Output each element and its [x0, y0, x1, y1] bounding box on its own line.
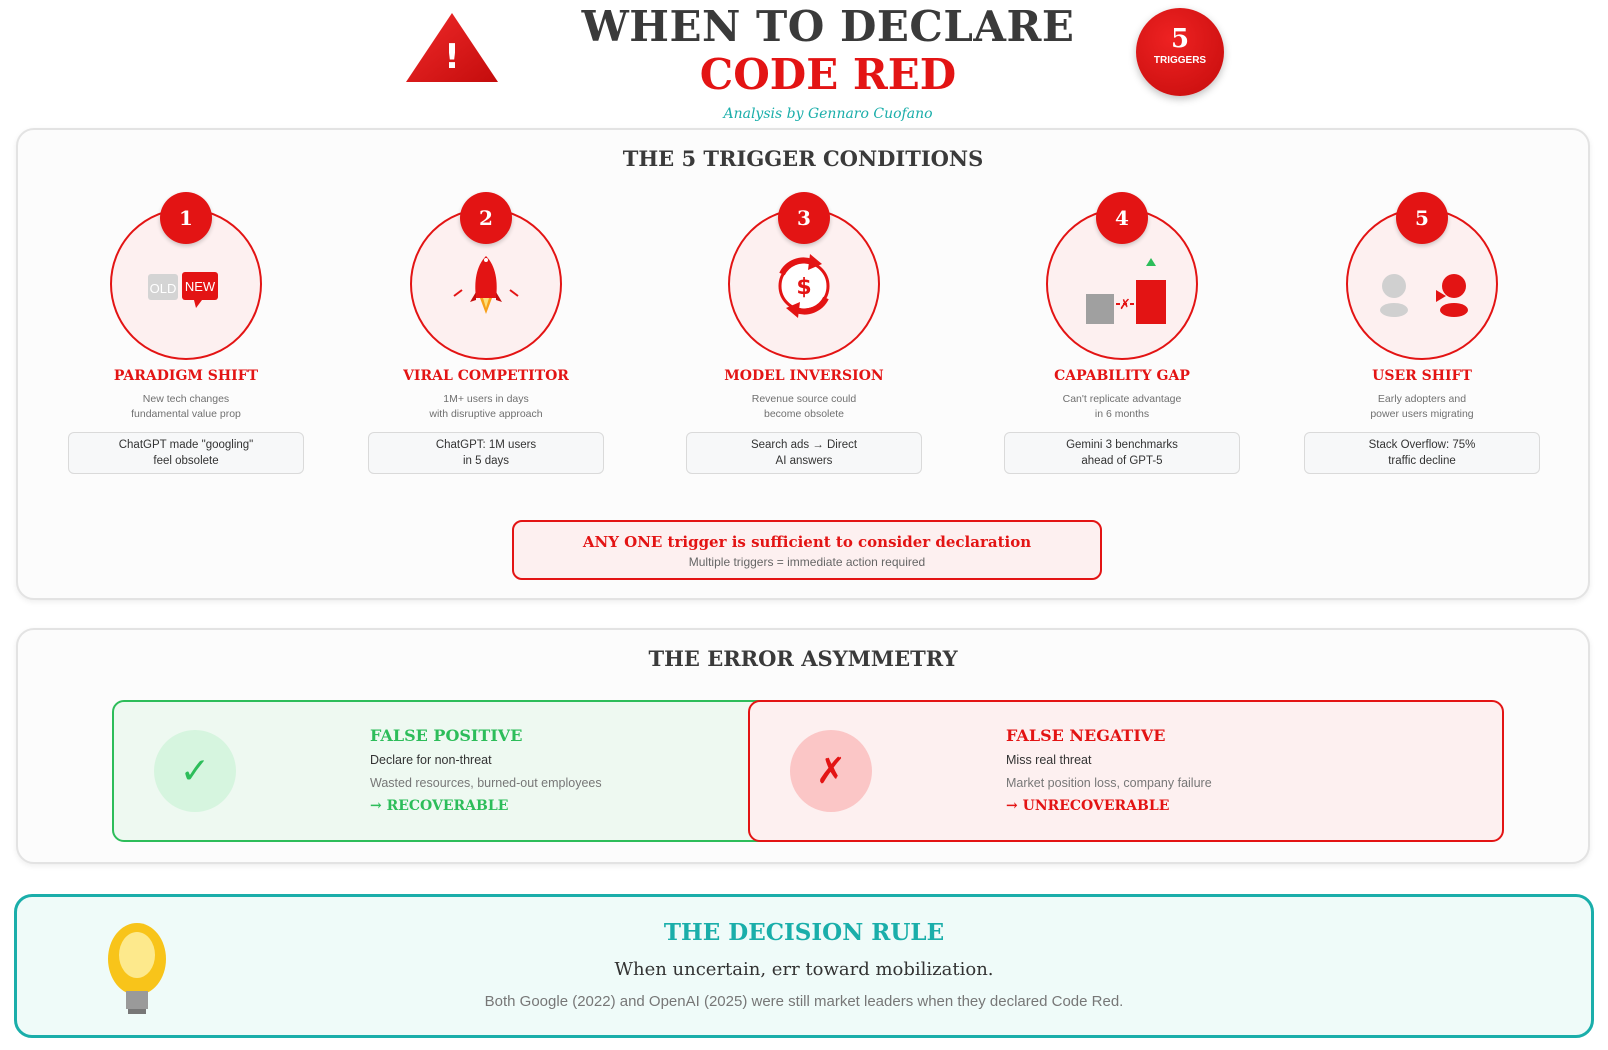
trigger-number: 3: [778, 192, 830, 244]
trigger-example-line1: Search ads → Direct: [750, 439, 858, 451]
false-negative-line1: Miss real threat: [1006, 753, 1092, 767]
any-trigger-callout-main: ANY ONE trigger is sufficient to consider declaration: [582, 533, 1032, 551]
icon-new-label: NEW: [184, 279, 216, 294]
false-positive-line1: Declare for non-threat: [370, 753, 492, 767]
trigger-desc-line1: Revenue source could: [751, 393, 857, 405]
trigger-desc-line2: in 6 months: [1094, 408, 1150, 420]
badge-label: TRIGGERS: [1153, 55, 1207, 66]
false-negative-line2: Market position loss, company failure: [1006, 776, 1212, 790]
trigger-example-line2: ahead of GPT-5: [1081, 455, 1163, 467]
svg-text:$: $: [796, 275, 812, 300]
trigger-example-line1: ChatGPT made "googling": [118, 439, 254, 451]
trigger-viral-competitor: [366, 192, 606, 482]
page-title-line2: CODE RED: [699, 50, 957, 99]
author-subtitle: Analysis by Gennaro Cuofano: [723, 106, 933, 122]
false-positive-verdict: → RECOVERABLE: [370, 798, 509, 814]
trigger-number: 2: [460, 192, 512, 244]
trigger-example: [686, 432, 922, 474]
triggers-count-badge: [1136, 8, 1224, 96]
cross-icon: ✗: [790, 730, 872, 812]
trigger-number: 1: [160, 192, 212, 244]
trigger-user-shift: [1302, 192, 1542, 482]
decision-rule-title: THE DECISION RULE: [663, 919, 945, 946]
trigger-description: [1002, 392, 1242, 422]
trigger-example-line2: AI answers: [775, 455, 833, 467]
trigger-desc-line1: 1M+ users in days: [443, 393, 529, 405]
false-positive-line2: Wasted resources, burned-out employees: [370, 776, 602, 790]
trigger-description: [66, 392, 306, 422]
false-negative-title: FALSE NEGATIVE: [1006, 726, 1166, 745]
false-negative-text: [1006, 726, 1446, 815]
trigger-paradigm-shift: [66, 192, 306, 482]
trigger-capability-gap: [1002, 192, 1242, 482]
false-positive-title: FALSE POSITIVE: [370, 726, 523, 745]
trigger-conditions-panel: [16, 128, 1590, 600]
false-negative-card: [748, 700, 1504, 842]
trigger-example-line2: feel obsolete: [153, 455, 219, 467]
trigger-example-line2: in 5 days: [462, 455, 510, 467]
trigger-description: [366, 392, 606, 422]
trigger-title: PARADIGM SHIFT: [113, 368, 259, 384]
trigger-number: 5: [1396, 192, 1448, 244]
page-title-line1: WHEN TO DECLARE: [581, 2, 1075, 51]
decision-rule-sub: Both Google (2022) and OpenAI (2025) were still market leaders when they declared Code Red.: [484, 993, 1124, 1010]
any-trigger-callout-sub: Multiple triggers = immediate action required: [688, 555, 926, 569]
trigger-example: [1004, 432, 1240, 474]
trigger-description: [1302, 392, 1542, 422]
false-positive-card: [112, 700, 852, 842]
trigger-desc-line1: Can't replicate advantage: [1062, 393, 1182, 405]
error-asymmetry-title: THE ERROR ASYMMETRY: [648, 646, 958, 671]
trigger-desc-line2: power users migrating: [1370, 408, 1474, 420]
trigger-title: VIRAL COMPETITOR: [403, 368, 569, 384]
false-negative-verdict: → UNRECOVERABLE: [1006, 798, 1170, 814]
svg-text:✗: ✗: [1119, 297, 1131, 313]
trigger-example: [1304, 432, 1540, 474]
badge-number: 5: [1170, 24, 1190, 54]
trigger-example: [368, 432, 604, 474]
trigger-model-inversion: [684, 192, 924, 482]
false-positive-text: [370, 726, 810, 815]
capability-gap-bars-icon: [1072, 252, 1172, 332]
old-new-speech-bubbles-icon: [136, 252, 236, 332]
trigger-conditions-title: THE 5 TRIGGER CONDITIONS: [622, 146, 984, 171]
svg-text:!: !: [444, 37, 460, 77]
decision-rule-panel: [14, 894, 1594, 1038]
any-trigger-callout: [512, 520, 1102, 580]
trigger-example-line1: Stack Overflow: 75%: [1368, 439, 1476, 451]
error-asymmetry-panel: [16, 628, 1590, 864]
trigger-description: [684, 392, 924, 422]
trigger-example-line2: traffic decline: [1388, 455, 1456, 467]
check-icon: ✓: [154, 730, 236, 812]
dollar-cycle-icon: [754, 252, 854, 332]
trigger-desc-line1: New tech changes: [142, 393, 230, 405]
trigger-desc-line2: become obsolete: [764, 408, 844, 420]
trigger-example: [68, 432, 304, 474]
trigger-title: MODEL INVERSION: [724, 368, 884, 384]
decision-rule-main: When uncertain, err toward mobilization.: [614, 959, 994, 980]
trigger-example-line1: Gemini 3 benchmarks: [1066, 439, 1178, 451]
trigger-desc-line2: with disruptive approach: [429, 408, 543, 420]
icon-old-label: OLD: [149, 281, 177, 296]
rocket-icon: [436, 252, 536, 332]
trigger-desc-line1: Early adopters and: [1377, 393, 1467, 405]
trigger-desc-line2: fundamental value prop: [131, 408, 241, 420]
user-migration-icon: [1372, 252, 1472, 332]
trigger-title: CAPABILITY GAP: [1054, 368, 1190, 384]
trigger-title: USER SHIFT: [1372, 368, 1472, 384]
trigger-example-line1: ChatGPT: 1M users: [435, 439, 537, 451]
trigger-number: 4: [1096, 192, 1148, 244]
